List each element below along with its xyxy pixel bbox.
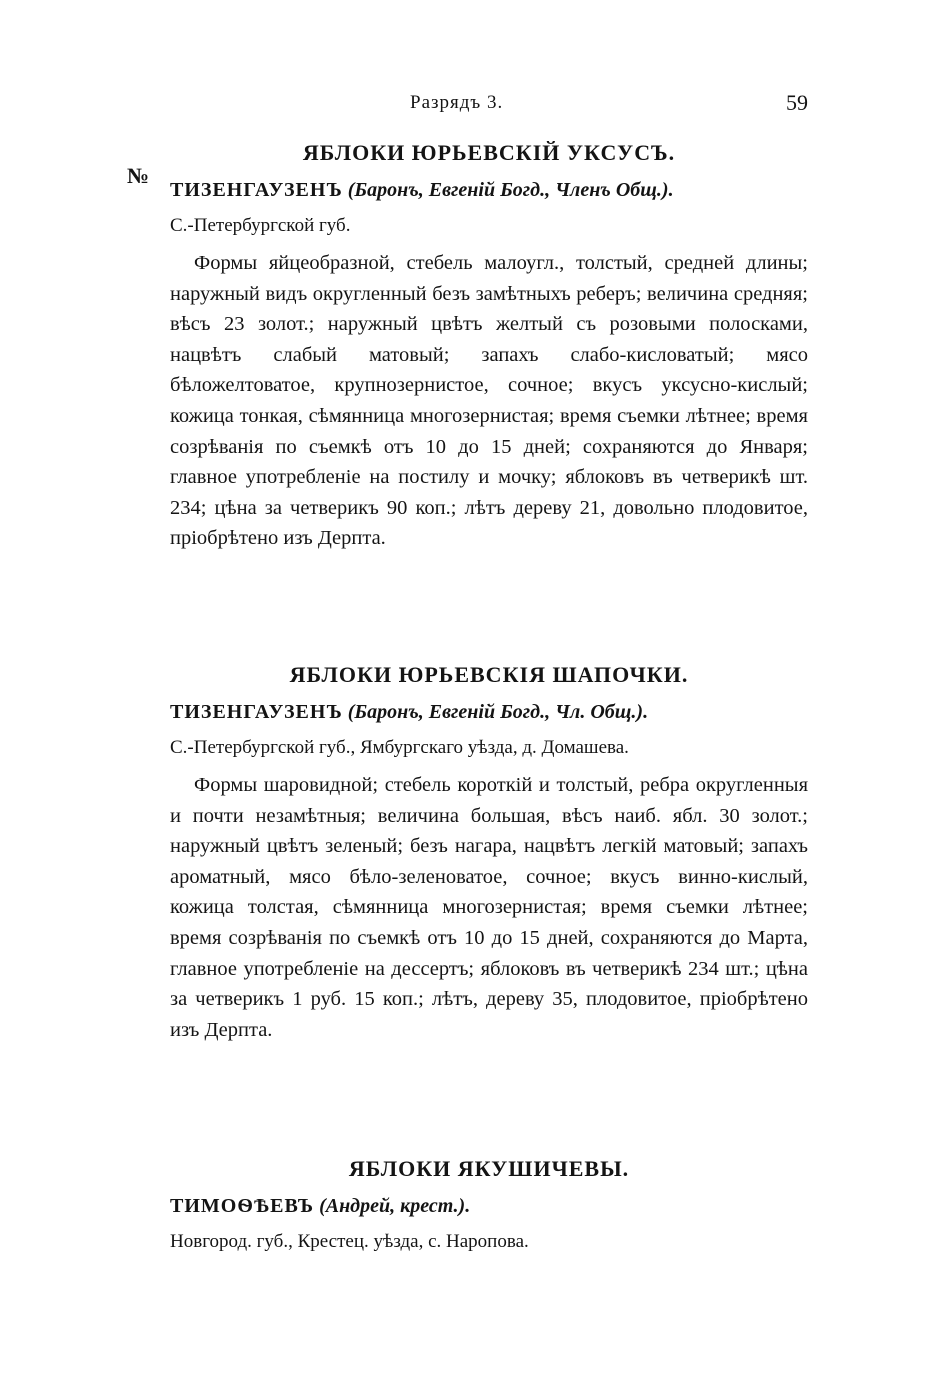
location-line: С.-Петербургской губ.	[170, 215, 351, 236]
contributor-details: (Баронъ, Евгеній Богд., Членъ Общ.).	[347, 179, 674, 201]
contributor-name: ТИЗЕНГАУЗЕНЪ	[170, 701, 343, 723]
entry-title: ЯБЛОКИ ЮРЬЕВСКІЙ УКСУСЪ.	[302, 140, 676, 165]
section-label: Разрядъ 3.	[410, 92, 504, 113]
running-head	[0, 88, 933, 122]
apple-entry	[170, 656, 808, 1045]
location-line: Новгород. губ., Крестец. уѣзда, с. Наропова.	[170, 1231, 529, 1252]
apple-entry	[170, 134, 808, 554]
entry-description: Формы яйцеобразной, стебель малоугл., толстый, средней длины; наружный видъ округленный безъ замѣтныхъ реберъ; величина средняя; вѣсъ 23 золот.; наружный цвѣтъ желтый съ розовыми полосками, нацвѣтъ слабый матовый; запахъ слабо-кисловатый; мясо бѣложелтоватое, крупнозернистое, сочное; вкусъ уксусно-кислый; кожица тонкая, сѣмянница многозернистая; время съемки лѣтнее; время созрѣванія по съемкѣ отъ 10 до 15 дней; сохраняются до Января; главное употребленіе на постилу и мочку; яблоковъ въ четверикѣ шт. 234; цѣна за четверикъ 90 коп.; лѣтъ дереву 21, довольно плодовитое, пріобрѣтено изъ Дерпта.	[170, 252, 808, 550]
page-number: 59	[786, 90, 808, 115]
contributor-line	[170, 694, 808, 730]
entry-description: Формы шаровидной; стебель короткій и толстый, ребра округленныя и почти незамѣтныя; величина большая, вѣсъ наиб. ябл. 30 золот.; наружный цвѣтъ зеленый; безъ нагара, нацвѣтъ легкій матовый; запахъ ароматный, мясо бѣло-зеленоватое, сочное; вкусъ винно-кислый, кожица толстая, сѣмянница многозернистая; время съемки лѣтнее; время созрѣванія по съемкѣ отъ 10 до 15 дней, сохраняются до Марта, главное употребленіе на дессертъ; яблоковъ въ четверикѣ 234 шт.; цѣна за четверикъ 1 руб. 15 коп.; лѣтъ, дереву 35, плодовитое, пріобрѣтено изъ Дерпта.	[170, 774, 808, 1041]
contributor-name: ТИЗЕНГАУЗЕНЪ	[170, 179, 343, 201]
contributor-line	[170, 1188, 808, 1224]
location-line: С.-Петербургской губ., Ямбургскаго уѣзда, д. Домашева.	[170, 737, 629, 758]
entry-title: ЯБЛОКИ ЮРЬЕВСКІЯ ШАПОЧКИ.	[289, 662, 689, 687]
contributor-details: (Андрей, крест.).	[319, 1195, 471, 1217]
apple-entry	[170, 1150, 808, 1260]
entry-title: ЯБЛОКИ ЯКУШИЧЕВЫ.	[348, 1156, 630, 1181]
margin-number-sign: №	[127, 163, 150, 188]
contributor-line	[170, 172, 808, 208]
contributor-details: (Баронъ, Евгеній Богд., Чл. Общ.).	[347, 701, 649, 723]
contributor-name: ТИМОѲѢЕВЪ	[170, 1195, 315, 1217]
